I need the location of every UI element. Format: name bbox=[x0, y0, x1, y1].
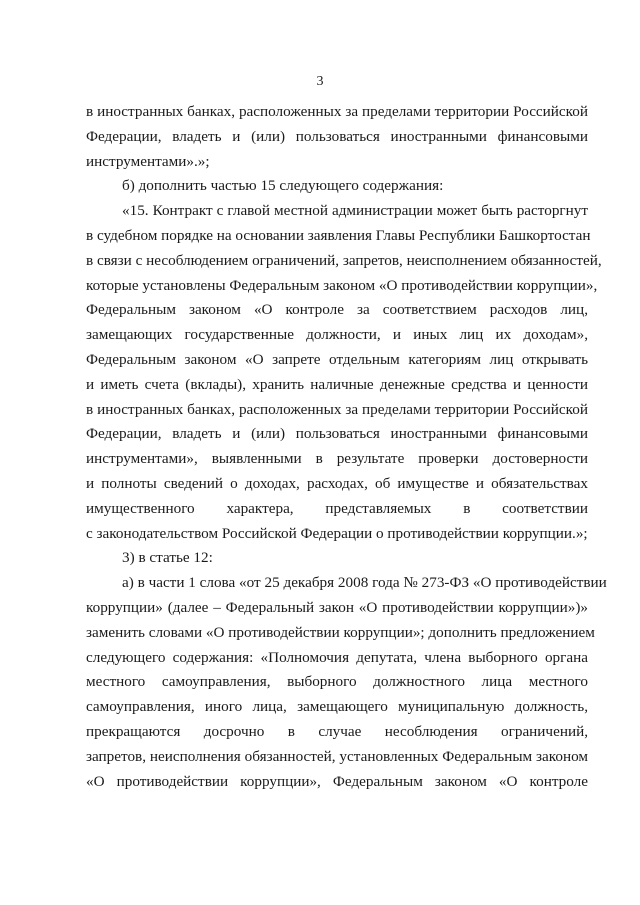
document-body bbox=[86, 100, 607, 794]
text-line: и полноты сведений о доходах, расходах, об имуществе и обязательствах bbox=[86, 474, 588, 492]
text-line: замещающих государственные должности, и иных лиц их доходам», bbox=[86, 326, 588, 344]
text-line: в связи с несоблюдением ограничений, запретов, неисполнением обязанностей, bbox=[86, 251, 602, 269]
text-line: а) в части 1 слова «от 25 декабря 2008 года № 273-ФЗ «О противодействии bbox=[122, 574, 607, 592]
text-line: с законодательством Российской Федерации о противодействии коррупции.»; bbox=[86, 524, 588, 542]
text-line: заменить словами «О противодействии коррупции»; дополнить предложением bbox=[86, 623, 595, 641]
text-line: запретов, неисполнения обязанностей, установленных Федеральным законом bbox=[86, 747, 588, 765]
text-line: в судебном порядке на основании заявления Главы Республики Башкортостан bbox=[86, 226, 591, 244]
text-line: в иностранных банках, расположенных за пределами территории Российской bbox=[86, 103, 588, 120]
text-line: Федерации, владеть и (или) пользоваться иностранными финансовыми bbox=[86, 127, 588, 145]
text-line: Федерации, владеть и (или) пользоваться иностранными финансовыми bbox=[86, 425, 588, 443]
text-line: Федеральным законом «О запрете отдельным категориям лиц открывать bbox=[86, 350, 588, 368]
text-line: б) дополнить частью 15 следующего содержания: bbox=[122, 177, 444, 195]
text-line: и иметь счета (вклады), хранить наличные денежные средства и ценности bbox=[86, 375, 588, 393]
text-line: местного самоуправления, выборного должностного лица местного bbox=[86, 673, 588, 691]
text-line: которые установлены Федеральным законом «О противодействии коррупции», bbox=[86, 276, 598, 294]
text-line: инструментами», выявленными в результате проверки достоверности bbox=[86, 450, 588, 468]
text-line: коррупции» (далее – Федеральный закон «О противодействии коррупции»)» bbox=[86, 598, 588, 616]
text-line: имущественного характера, представляемых в соответствии bbox=[86, 499, 588, 517]
text-line: инструментами».»; bbox=[86, 152, 210, 170]
text-line: в иностранных банках, расположенных за пределами территории Российской bbox=[86, 400, 588, 418]
text-line: 3) в статье 12: bbox=[122, 549, 213, 567]
text-line: Федеральным законом «О контроле за соответствием расходов лиц, bbox=[86, 301, 588, 319]
text-line: следующего содержания: «Полномочия депутата, члена выборного органа bbox=[86, 648, 588, 666]
text-line: прекращаются досрочно в случае несоблюдения ограничений, bbox=[86, 722, 588, 740]
text-line: «15. Контракт с главой местной администрации может быть расторгнут bbox=[122, 202, 588, 220]
text-line: «О противодействии коррупции», Федеральным законом «О контроле bbox=[86, 772, 588, 790]
page-number: 3 bbox=[316, 74, 324, 89]
text-line: самоуправления, иного лица, замещающего муниципальную должность, bbox=[86, 698, 588, 716]
